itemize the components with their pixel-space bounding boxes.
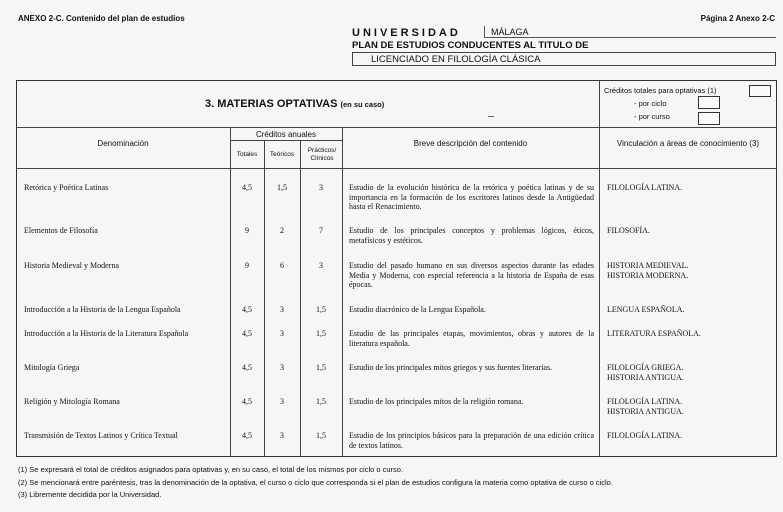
- titulo-field: LICENCIADO EN FILOLOGÍA CLÁSICA: [352, 52, 776, 66]
- col-totales: Totales: [236, 151, 258, 158]
- table-divider: [342, 127, 343, 457]
- row-name: Transmisión de Textos Latinos y Crítica Textual: [24, 431, 178, 440]
- por-curso-label: - por curso: [634, 112, 670, 121]
- row-name: Religión y Mitología Romana: [24, 397, 120, 406]
- mark: [488, 116, 494, 117]
- row-practicos: 7: [319, 226, 323, 235]
- section-title-suffix: (en su caso): [340, 100, 385, 109]
- por-ciclo-label: - por ciclo: [634, 99, 667, 108]
- col-vinculacion: Vinculación a áreas de conocimiento (3): [616, 139, 760, 148]
- table-divider: [599, 80, 600, 457]
- row-teoricos: 6: [280, 261, 284, 270]
- section-title: [205, 98, 384, 110]
- row-description: Estudio de las principales etapas, movimientos, obras y autores de la literatura española.: [349, 329, 594, 348]
- row-teoricos: 2: [280, 226, 284, 235]
- table-divider: [16, 168, 777, 169]
- page-indicator: Página 2 Anexo 2-C: [700, 14, 775, 23]
- col-descripcion: Breve descripción del contenido: [413, 139, 528, 148]
- row-area: LENGUA ESPAÑOLA.: [607, 305, 685, 314]
- row-area: LITERATURA ESPAÑOLA.: [607, 329, 701, 338]
- row-teoricos: 3: [280, 305, 284, 314]
- row-practicos: 1,5: [316, 363, 326, 372]
- row-practicos: 1,5: [316, 329, 326, 338]
- row-description: Estudio del pasado humano en sus diversos aspectos durante las edades Media y Moderna, con especial referencia a la historia de España de esas épocas.: [349, 261, 594, 289]
- row-area: FILOLOGÍA LATINA.: [607, 397, 683, 406]
- universidad-field: MÁLAGA: [484, 26, 776, 38]
- row-teoricos: 3: [280, 397, 284, 406]
- row-name: Mitología Griega: [24, 363, 80, 372]
- row-area: HISTORIA MEDIEVAL.: [607, 261, 689, 270]
- row-name: Elementos de Filosofía: [24, 226, 98, 235]
- row-totales: 9: [245, 226, 249, 235]
- footnote-2: (2) Se mencionará entre paréntesis, tras la denominación de la optativa, el curso o ciclo que corresponda si el plan de estudios configura la materia como optativa de curso o ciclo.: [18, 478, 613, 487]
- row-practicos: 1,5: [316, 431, 326, 440]
- row-name: Retórica y Poética Latinas: [24, 183, 109, 192]
- row-description: Estudio diacrónico de la Lengua Española.: [349, 305, 486, 314]
- plan-label: PLAN DE ESTUDIOS CONDUCENTES AL TITULO DE: [352, 40, 589, 51]
- annex-header-left: ANEXO 2-C. Contenido del plan de estudios: [18, 14, 185, 23]
- row-teoricos: 1,5: [277, 183, 287, 192]
- col-denominacion: Denominación: [97, 139, 149, 148]
- row-teoricos: 3: [280, 363, 284, 372]
- col-creditos-anuales: Créditos anuales: [255, 130, 317, 139]
- row-totales: 4,5: [242, 183, 252, 192]
- table-divider: [230, 140, 342, 141]
- row-teoricos: 3: [280, 431, 284, 440]
- row-totales: 4,5: [242, 363, 252, 372]
- row-area: HISTORIA ANTIGUA.: [607, 407, 684, 416]
- row-area: HISTORIA MODERNA.: [607, 271, 689, 280]
- row-description: Estudio de los principales mitos de la religión romana.: [349, 397, 524, 406]
- row-name: Historia Medieval y Moderna: [24, 261, 119, 270]
- universidad-label: UNIVERSIDAD: [352, 27, 461, 39]
- col-teoricos: Teóricos: [269, 151, 295, 158]
- footnote-3: (3) Libremente decidida por la Universidad.: [18, 490, 162, 499]
- row-teoricos: 3: [280, 329, 284, 338]
- col-practicos: Prácticos/ Clínicos: [307, 147, 337, 162]
- footnote-1: (1) Se expresará el total de créditos asignados para optativas y, en su caso, el total de los mismos por ciclo o curso.: [18, 465, 404, 474]
- por-curso-box: [698, 112, 720, 125]
- row-totales: 4,5: [242, 397, 252, 406]
- creditos-totales-box: [749, 85, 771, 97]
- row-description: Estudio de la evolución histórica de la retórica y poética latinas y de su importancia en la formación de los escritores latinos desde la Antigüedad hasta el Renacimiento.: [349, 183, 594, 211]
- row-totales: 9: [245, 261, 249, 270]
- creditos-totales-label: Créditos totales para optativas (1): [604, 86, 717, 95]
- table-divider: [300, 140, 301, 457]
- row-totales: 4,5: [242, 329, 252, 338]
- row-area: FILOSOFÍA.: [607, 226, 650, 235]
- table-divider: [16, 127, 777, 128]
- row-name: Introducción a la Historia de la Literatura Española: [24, 329, 189, 338]
- row-description: Estudio de los principios básicos para la preparación de una edición crítica de textos latinos.: [349, 431, 594, 450]
- row-practicos: 3: [319, 261, 323, 270]
- row-totales: 4,5: [242, 305, 252, 314]
- row-practicos: 1,5: [316, 305, 326, 314]
- row-description: Estudio de los principales mitos griegos y sus fuentes literarias.: [349, 363, 553, 372]
- table-divider: [264, 140, 265, 457]
- row-area: HISTORIA ANTIGUA.: [607, 373, 684, 382]
- row-totales: 4,5: [242, 431, 252, 440]
- row-area: FILOLOGÍA GRIEGA.: [607, 363, 684, 372]
- row-practicos: 1,5: [316, 397, 326, 406]
- row-area: FILOLOGÍA LATINA.: [607, 183, 683, 192]
- row-area: FILOLOGÍA LATINA.: [607, 431, 683, 440]
- row-name: Introducción a la Historia de la Lengua Española: [24, 305, 181, 314]
- row-description: Estudio de los principales conceptos y problemas lógicos, éticos, metafísicos y estéticos.: [349, 226, 594, 245]
- por-ciclo-box: [698, 96, 720, 109]
- section-title-text: 3. MATERIAS OPTATIVAS: [205, 98, 338, 110]
- row-practicos: 3: [319, 183, 323, 192]
- table-divider: [230, 127, 231, 457]
